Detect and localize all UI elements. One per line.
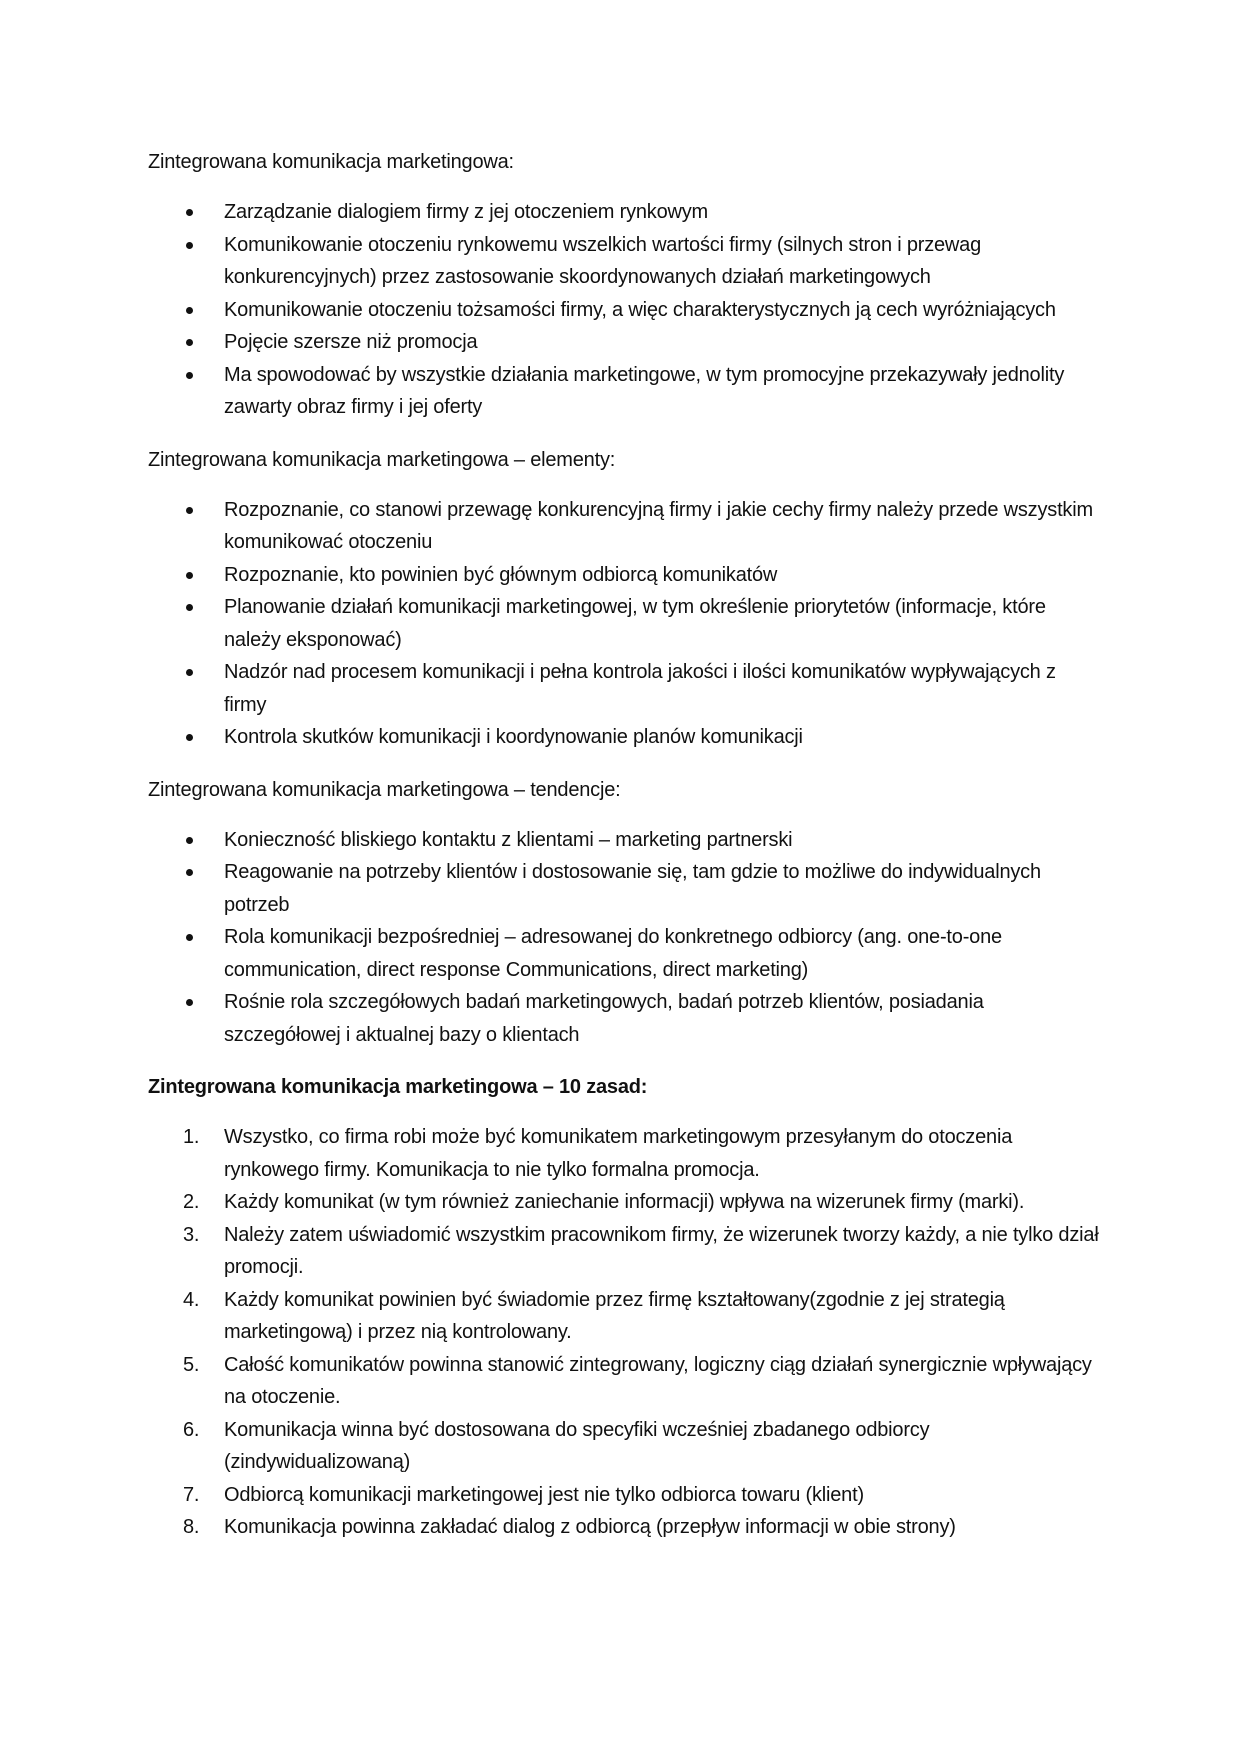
- list-item-text: Nadzór nad procesem komunikacji i pełna kontrola jakości i ilości komunikatów wypływających z firmy: [224, 661, 1056, 716]
- list-item: [148, 1186, 1103, 1219]
- list-item-text: Komunikowanie otoczeniu rynkowemu wszelkich wartości firmy (silnych stron i przewag konkurencyjnych) przez zastosowanie skoordynowanych działań marketingowych: [224, 233, 982, 288]
- bullet-icon: [186, 669, 193, 676]
- list-item: [148, 856, 1103, 921]
- section-heading: Zintegrowana komunikacja marketingowa:: [148, 151, 514, 173]
- list-item: [148, 1414, 1103, 1479]
- bullet-icon: [186, 242, 193, 249]
- list-item-text: Kontrola skutków komunikacji i koordynowanie planów komunikacji: [224, 726, 803, 748]
- list-item: [148, 229, 1103, 294]
- bullet-icon: [186, 209, 193, 216]
- list-item: [148, 1284, 1103, 1349]
- list-number: 2.: [183, 1191, 200, 1213]
- bullet-icon: [186, 837, 193, 844]
- document-content: [148, 146, 1103, 1544]
- list-item: [148, 359, 1103, 424]
- list-item-text: Każdy komunikat powinien być świadomie przez firmę kształtowany(zgodnie z jej strategią marketingową) i przez nią kontrolowany.: [224, 1288, 1005, 1343]
- list-item: [148, 1219, 1103, 1284]
- bullet-icon: [186, 869, 193, 876]
- list-item: [148, 494, 1103, 559]
- list-item: [148, 1511, 1103, 1544]
- list-item-text: Planowanie działań komunikacji marketingowej, w tym określenie priorytetów (informacje, które należy eksponować): [224, 596, 1046, 651]
- list-item: [148, 656, 1103, 721]
- bullet-icon: [186, 734, 193, 741]
- bullet-icon: [186, 339, 193, 346]
- list-item: [148, 294, 1103, 327]
- list-item: [148, 986, 1103, 1051]
- list-item-text: Ma spowodować by wszystkie działania marketingowe, w tym promocyjne przekazywały jednolity zawarty obraz firmy i jej oferty: [224, 363, 1065, 418]
- bullet-icon: [186, 604, 193, 611]
- bullet-icon: [186, 934, 193, 941]
- list-number: 7.: [183, 1483, 200, 1506]
- list-item: [148, 1349, 1103, 1414]
- list-item: [148, 721, 1103, 754]
- list-item-text: Każdy komunikat (w tym również zaniechanie informacji) wpływa na wizerunek firmy (marki).: [224, 1191, 1025, 1213]
- section-heading: Zintegrowana komunikacja marketingowa – tendencje:: [148, 778, 621, 801]
- section-heading: Zintegrowana komunikacja marketingowa – 10 zasad:: [148, 1076, 648, 1098]
- list-item-text: Należy zatem uświadomić wszystkim pracownikom firmy, że wizerunek tworzy każdy, a nie tylko dział promocji.: [224, 1223, 1099, 1278]
- list-item-text: Komunikacja powinna zakładać dialog z odbiorcą (przepływ informacji w obie strony): [224, 1516, 956, 1538]
- bullet-icon: [186, 507, 193, 514]
- bullet-list: [148, 196, 1103, 424]
- list-item: [148, 1121, 1103, 1186]
- list-number: 6.: [183, 1418, 200, 1441]
- list-item: [148, 559, 1103, 592]
- list-item-text: Wszystko, co firma robi może być komunikatem marketingowym przesyłanym do otoczenia rynkowego firmy. Komunikacja to nie tylko formalna promocja.: [224, 1126, 1013, 1181]
- list-number: 5.: [183, 1353, 200, 1376]
- list-item-text: Rola komunikacji bezpośredniej – adresowanej do konkretnego odbiorcy (ang. one-to-one communication, direct response Communications, direct marketing): [224, 926, 1002, 981]
- bullet-icon: [186, 572, 193, 579]
- list-item-text: Pojęcie szersze niż promocja: [224, 331, 478, 353]
- bullet-list: [148, 494, 1103, 754]
- list-item: [148, 1479, 1103, 1512]
- bullet-icon: [186, 372, 193, 379]
- list-item-text: Rozpoznanie, co stanowi przewagę konkurencyjną firmy i jakie cechy firmy należy przede wszystkim komunikować otoczeniu: [224, 498, 1093, 553]
- list-item-text: Komunikowanie otoczeniu tożsamości firmy, a więc charakterystycznych ją cech wyróżniających: [224, 298, 1056, 321]
- list-number: 4.: [183, 1288, 200, 1311]
- list-item-text: Komunikacja winna być dostosowana do specyfiki wcześniej zbadanego odbiorcy (zindywidualizowaną): [224, 1418, 930, 1473]
- numbered-list: [148, 1121, 1103, 1544]
- list-item-text: Konieczność bliskiego kontaktu z klientami – marketing partnerski: [224, 828, 793, 851]
- bullet-icon: [186, 307, 193, 314]
- list-item-text: Zarządzanie dialogiem firmy z jej otoczeniem rynkowym: [224, 201, 709, 223]
- list-item: [148, 591, 1103, 656]
- list-number: 1.: [183, 1126, 200, 1148]
- list-item: [148, 824, 1103, 857]
- list-number: 8.: [183, 1516, 200, 1538]
- bullet-icon: [186, 999, 193, 1006]
- list-item: [148, 196, 1103, 229]
- list-item-text: Reagowanie na potrzeby klientów i dostosowanie się, tam gdzie to możliwe do indywidualnych potrzeb: [224, 861, 1041, 916]
- list-item-text: Rośnie rola szczegółowych badań marketingowych, badań potrzeb klientów, posiadania szczegółowej i aktualnej bazy o klientach: [224, 991, 984, 1046]
- list-number: 3.: [183, 1223, 200, 1246]
- list-item-text: Rozpoznanie, kto powinien być głównym odbiorcą komunikatów: [224, 563, 778, 586]
- list-item: [148, 326, 1103, 359]
- list-item-text: Odbiorcą komunikacji marketingowej jest nie tylko odbiorca towaru (klient): [224, 1483, 864, 1506]
- list-item: [148, 921, 1103, 986]
- section-heading: Zintegrowana komunikacja marketingowa – elementy:: [148, 448, 616, 471]
- list-item-text: Całość komunikatów powinna stanowić zintegrowany, logiczny ciąg działań synergicznie wpływający na otoczenie.: [224, 1353, 1092, 1408]
- bullet-list: [148, 824, 1103, 1052]
